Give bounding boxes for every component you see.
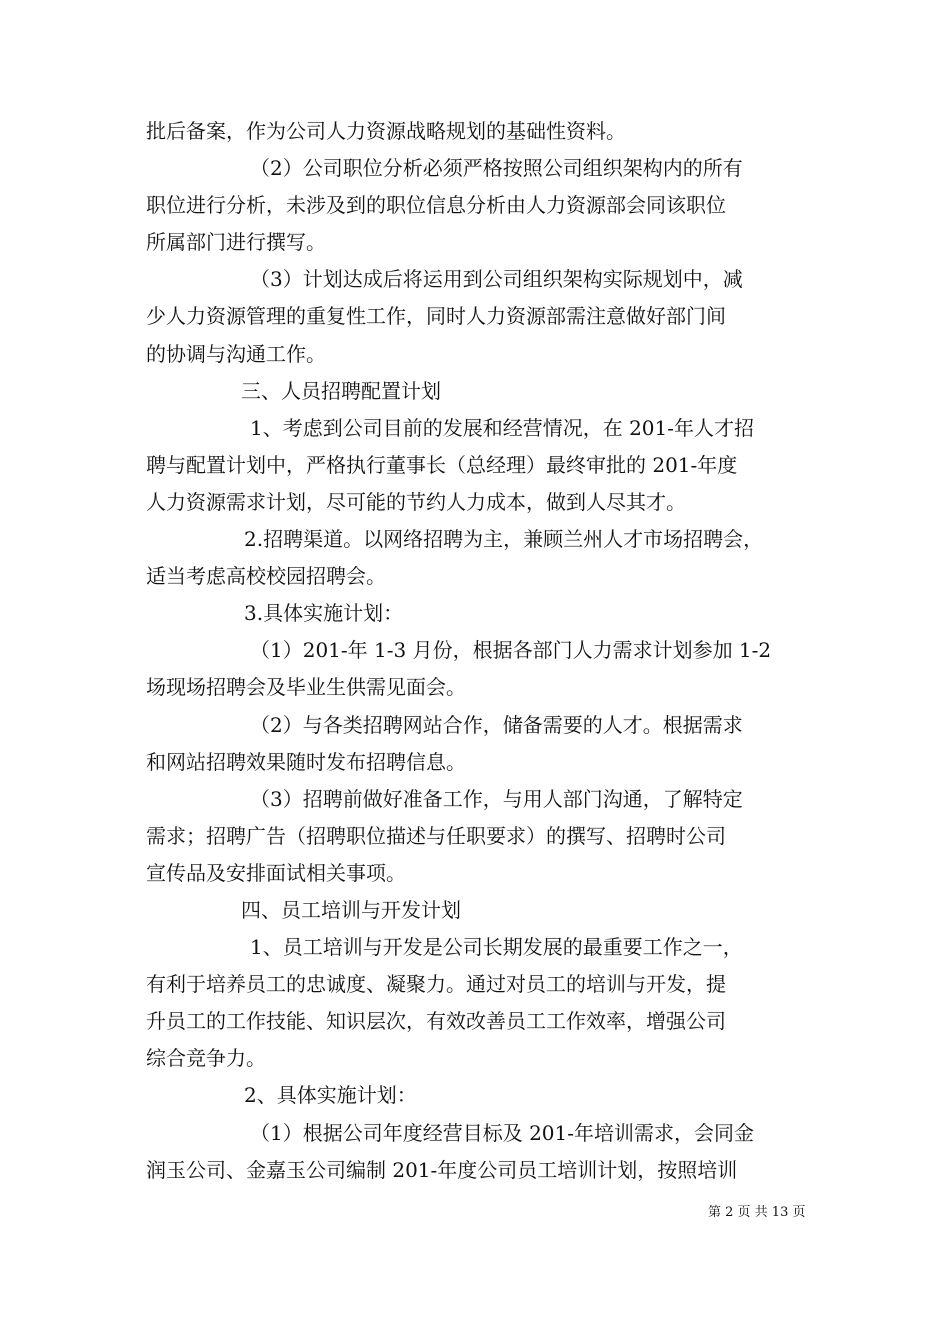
text-line: 和网站招聘效果随时发布招聘信息。 — [146, 749, 466, 774]
section-heading: 三、人员招聘配置计划 — [241, 378, 441, 403]
text-line: 需求；招聘广告（招聘职位描述与任职要求）的撰写、招聘时公司 — [146, 823, 726, 848]
text-line: 3.具体实施计划： — [244, 601, 404, 626]
text-line: 的协调与沟通工作。 — [146, 341, 326, 366]
text-line: （3）招聘前做好准备工作，与用人部门沟通，了解特定 — [250, 786, 743, 811]
text-line: 升员工的工作技能、知识层次，有效改善员工工作效率，增强公司 — [146, 1009, 726, 1034]
text-line: （2）公司职位分析必须严格按照公司组织架构内的所有 — [250, 156, 743, 181]
text-line: 人力资源需求计划，尽可能的节约人力成本，做到人尽其才。 — [146, 489, 686, 514]
text-line: （2）与各类招聘网站合作，储备需要的人才。根据需求 — [250, 712, 743, 737]
text-line: 场现场招聘会及毕业生供需见面会。 — [146, 675, 466, 700]
text-line: （1）根据公司年度经营目标及 201-年培训需求，会同金 — [250, 1120, 755, 1145]
text-line: 1、员工培训与开发是公司长期发展的最重要工作之一， — [250, 935, 743, 960]
section-heading: 四、员工培训与开发计划 — [241, 897, 461, 922]
text-line: 批后备案，作为公司人力资源战略规划的基础性资料。 — [146, 119, 626, 143]
text-line: 2.招聘渠道。以网络招聘为主，兼顾兰州人才市场招聘会， — [244, 527, 764, 552]
text-line: （3）计划达成后将运用到公司组织架构实际规划中，减 — [250, 267, 743, 292]
text-line: 综合竞争力。 — [146, 1046, 266, 1071]
text-line: 聘与配置计划中，严格执行董事长（总经理）最终审批的 201-年度 — [146, 452, 738, 477]
text-line: 少人力资源管理的重复性工作，同时人力资源部需注意做好部门间 — [146, 304, 726, 329]
text-line: 宣传品及安排面试相关事项。 — [146, 860, 406, 885]
text-line: 2、具体实施计划： — [244, 1083, 417, 1108]
text-line: 职位进行分析，未涉及到的职位信息分析由人力资源部会同该职位 — [146, 193, 726, 218]
text-line: 1、考虑到公司目前的发展和经营情况，在 201-年人才招 — [250, 415, 755, 440]
document-body — [146, 113, 810, 1189]
text-line: （1）201-年 1-3 月份，根据各部门人力需求计划参加 1-2 — [250, 638, 772, 663]
text-line: 有利于培养员工的忠诚度、凝聚力。通过对员工的培训与开发，提 — [146, 972, 726, 997]
page-number: 第 2 页 共 13 页 — [708, 1205, 806, 1220]
text-line: 所属部门进行撰写。 — [146, 230, 326, 255]
text-line: 适当考虑高校校园招聘会。 — [146, 564, 386, 589]
text-line: 润玉公司、金嘉玉公司编制 201-年度公司员工培训计划，按照培训 — [146, 1157, 738, 1182]
